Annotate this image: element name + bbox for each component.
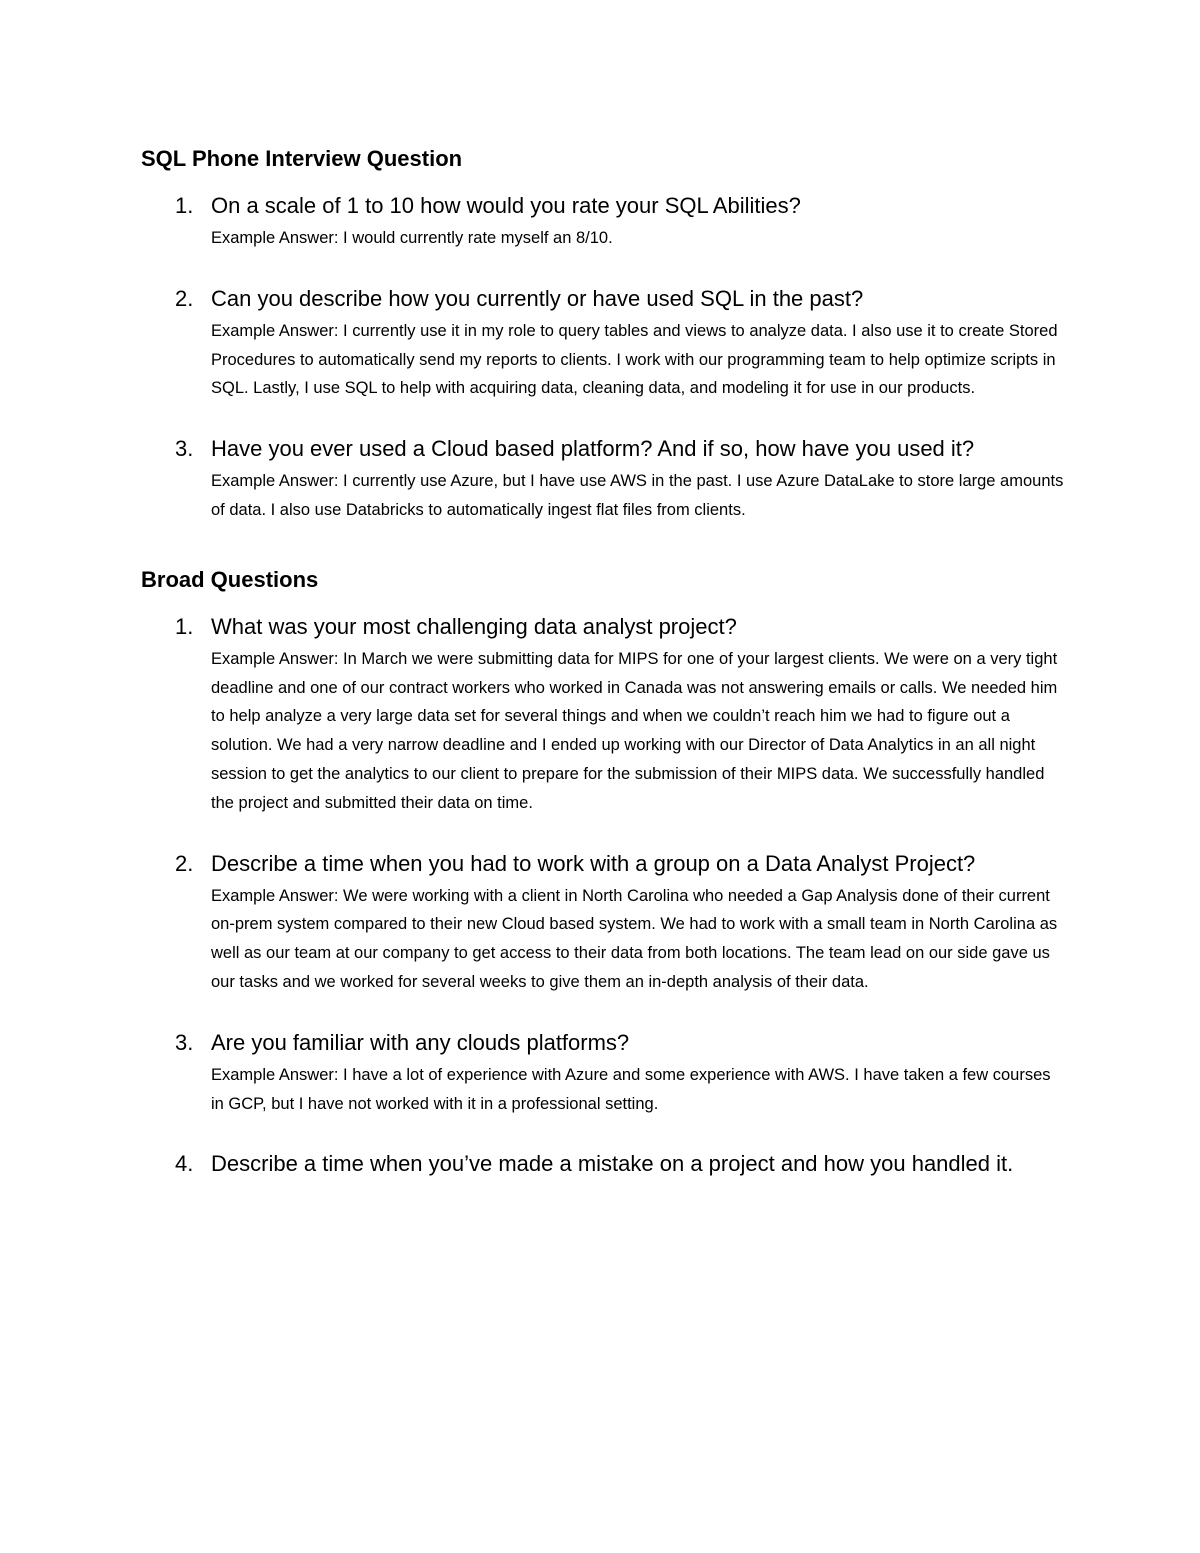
- question-text: What was your most challenging data analyst project?: [211, 613, 737, 639]
- question-item: [141, 188, 1066, 253]
- section-heading-sql-phone: SQL Phone Interview Question: [141, 146, 463, 171]
- example-answer: Example Answer: I currently use it in my role to query tables and views to analyze data. I also use it to create Stored Procedures to automatically send my reports to clients. I work with our programming team to help optimize scripts in SQL. Lastly, I use SQL to help with acquiring data, cleaning data, and modeling it for use in our products.: [211, 321, 1058, 398]
- question-text: On a scale of 1 to 10 how would you rate your SQL Abilities?: [211, 193, 801, 218]
- question-item: [141, 609, 1066, 818]
- document-content: [141, 142, 1066, 1210]
- example-answer: Example Answer: I have a lot of experience with Azure and some experience with AWS. I have taken a few courses in GCP, but I have not worked with it in a professional setting.: [211, 1065, 1051, 1113]
- question-number: 4.: [175, 1151, 194, 1177]
- question-number: 2.: [175, 285, 194, 311]
- question-list-sql-phone: [141, 188, 1066, 525]
- question-number: 3.: [175, 436, 194, 462]
- question-item: [141, 1146, 1066, 1182]
- question-item: [141, 846, 1066, 997]
- example-answer: Example Answer: I would currently rate myself an 8/10.: [211, 229, 613, 247]
- question-text: Describe a time when you’ve made a mistake on a project and how you handled it.: [211, 1151, 1014, 1177]
- question-number: 2.: [175, 850, 194, 876]
- question-item: [141, 1025, 1066, 1119]
- question-text: Are you familiar with any clouds platforms?: [211, 1029, 630, 1055]
- question-item: [141, 431, 1066, 525]
- question-text: Describe a time when you had to work with a group on a Data Analyst Project?: [211, 850, 976, 876]
- question-number: 1.: [175, 193, 194, 218]
- question-item: [141, 281, 1066, 403]
- question-text: Can you describe how you currently or have used SQL in the past?: [211, 285, 864, 311]
- example-answer: Example Answer: In March we were submitting data for MIPS for one of your largest clients. We were on a very tight deadline and one of our contract workers who worked in Canada was not answering emails or calls. We needed him to help analyze a very large data set for several things and when we couldn’t reach him we had to figure out a solution. We had a very narrow deadline and I ended up working with our Director of Data Analytics in an all night session to get the analytics to our client to prepare for the submission of their MIPS data. We successfully handled the project and submitted their data on time.: [211, 649, 1058, 812]
- question-list-broad: [141, 609, 1066, 1183]
- section-heading-broad: Broad Questions: [141, 566, 319, 592]
- question-text: Have you ever used a Cloud based platform? And if so, how have you used it?: [211, 436, 975, 462]
- question-number: 1.: [175, 613, 194, 639]
- example-answer: Example Answer: We were working with a client in North Carolina who needed a Gap Analysis done of their current on-prem system compared to their new Cloud based system. We had to work with a small team in North Carolina as well as our team at our company to get access to their data from both locations. The team lead on our side gave us our tasks and we worked for several weeks to give them an in-depth analysis of their data.: [211, 886, 1058, 991]
- example-answer: Example Answer: I currently use Azure, but I have use AWS in the past. I use Azure DataLake to store large amounts of data. I also use Databricks to automatically ingest flat files from clients.: [211, 472, 1064, 519]
- question-number: 3.: [175, 1029, 194, 1055]
